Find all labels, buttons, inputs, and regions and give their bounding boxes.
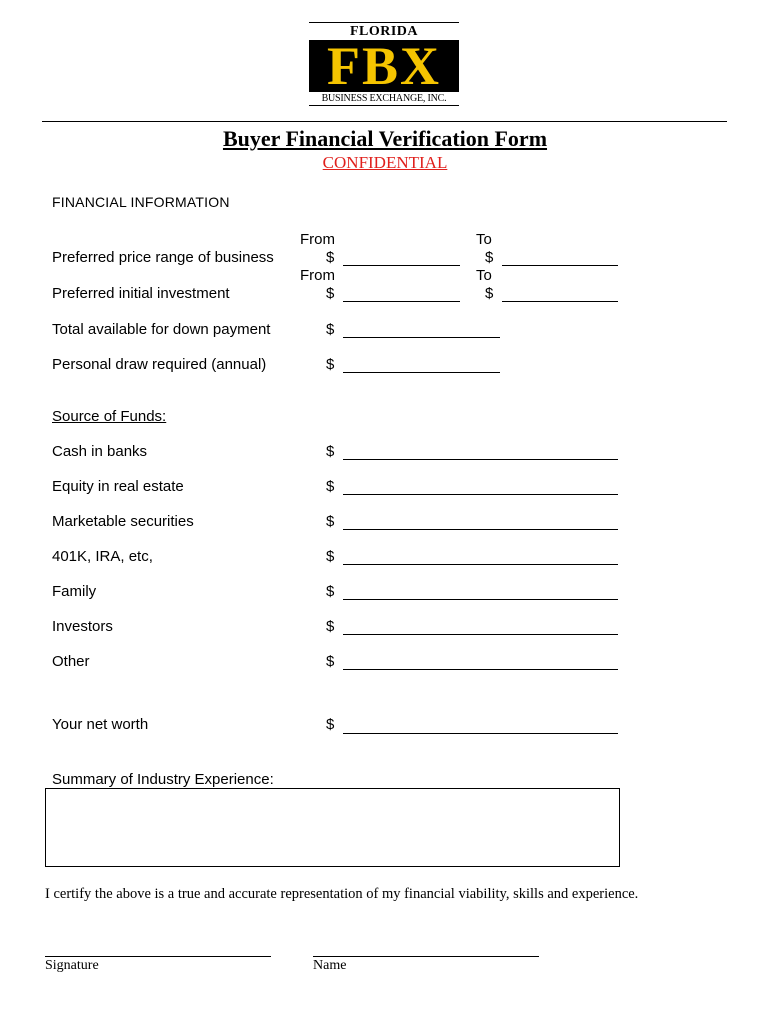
logo-top-rule: [309, 22, 459, 23]
price-from-label: From: [300, 231, 335, 248]
logo-company-name: BUSINESS EXCHANGE, INC.: [321, 93, 447, 104]
price-from-field[interactable]: [343, 265, 460, 266]
family-field[interactable]: [343, 599, 618, 600]
investors-field[interactable]: [343, 634, 618, 635]
industry-experience-textbox[interactable]: [45, 788, 620, 867]
family-currency: $: [326, 583, 335, 600]
equity-real-estate-currency: $: [326, 478, 335, 495]
down-payment-field[interactable]: [343, 337, 500, 338]
industry-experience-label: Summary of Industry Experience:: [52, 771, 274, 788]
initial-investment-label: Preferred initial investment: [52, 285, 230, 302]
net-worth-currency: $: [326, 716, 335, 733]
name-label: Name: [313, 958, 347, 973]
other-currency: $: [326, 653, 335, 670]
header-divider: [42, 121, 727, 122]
personal-draw-label: Personal draw required (annual): [52, 356, 267, 373]
price-from-currency: $: [326, 249, 335, 266]
signature-label: Signature: [45, 958, 99, 973]
price-to-currency: $: [485, 249, 494, 266]
cash-in-banks-currency: $: [326, 443, 335, 460]
investors-label: Investors: [52, 618, 113, 635]
logo-fbx-text: FBX: [327, 36, 441, 96]
financial-info-heading: FINANCIAL INFORMATION: [52, 194, 230, 210]
confidential-label: CONFIDENTIAL: [322, 153, 448, 172]
marketable-securities-label: Marketable securities: [52, 513, 194, 530]
investment-from-label: From: [300, 267, 335, 284]
retirement-accounts-currency: $: [326, 548, 335, 565]
down-payment-currency: $: [326, 321, 335, 338]
personal-draw-currency: $: [326, 356, 335, 373]
net-worth-field[interactable]: [343, 733, 618, 734]
investment-to-field[interactable]: [502, 301, 618, 302]
retirement-accounts-field[interactable]: [343, 564, 618, 565]
net-worth-label: Your net worth: [52, 716, 149, 733]
logo-florida-text: FLORIDA: [349, 24, 419, 39]
investment-from-field[interactable]: [343, 301, 460, 302]
investment-to-label: To: [476, 267, 492, 284]
price-range-label: Preferred price range of business: [52, 249, 274, 266]
form-title: Buyer Financial Verification Form: [222, 126, 548, 151]
other-label: Other: [52, 653, 90, 670]
price-to-label: To: [476, 231, 492, 248]
investment-to-currency: $: [485, 285, 494, 302]
logo-bottom-rule: [309, 105, 459, 106]
cash-in-banks-label: Cash in banks: [52, 443, 148, 460]
marketable-securities-currency: $: [326, 513, 335, 530]
cash-in-banks-field[interactable]: [343, 459, 618, 460]
down-payment-label: Total available for down payment: [52, 321, 271, 338]
equity-real-estate-field[interactable]: [343, 494, 618, 495]
price-to-field[interactable]: [502, 265, 618, 266]
investment-from-currency: $: [326, 285, 335, 302]
investors-currency: $: [326, 618, 335, 635]
family-label: Family: [52, 583, 97, 600]
name-line[interactable]: [313, 956, 539, 957]
company-logo: [309, 20, 459, 106]
retirement-accounts-label: 401K, IRA, etc,: [52, 548, 153, 565]
personal-draw-field[interactable]: [343, 372, 500, 373]
marketable-securities-field[interactable]: [343, 529, 618, 530]
source-of-funds-heading: Source of Funds:: [52, 408, 167, 425]
certification-statement: I certify the above is a true and accurate representation of my financial viability, skills and experience.: [45, 886, 639, 902]
signature-line[interactable]: [45, 956, 271, 957]
equity-real-estate-label: Equity in real estate: [52, 478, 184, 495]
other-field[interactable]: [343, 669, 618, 670]
